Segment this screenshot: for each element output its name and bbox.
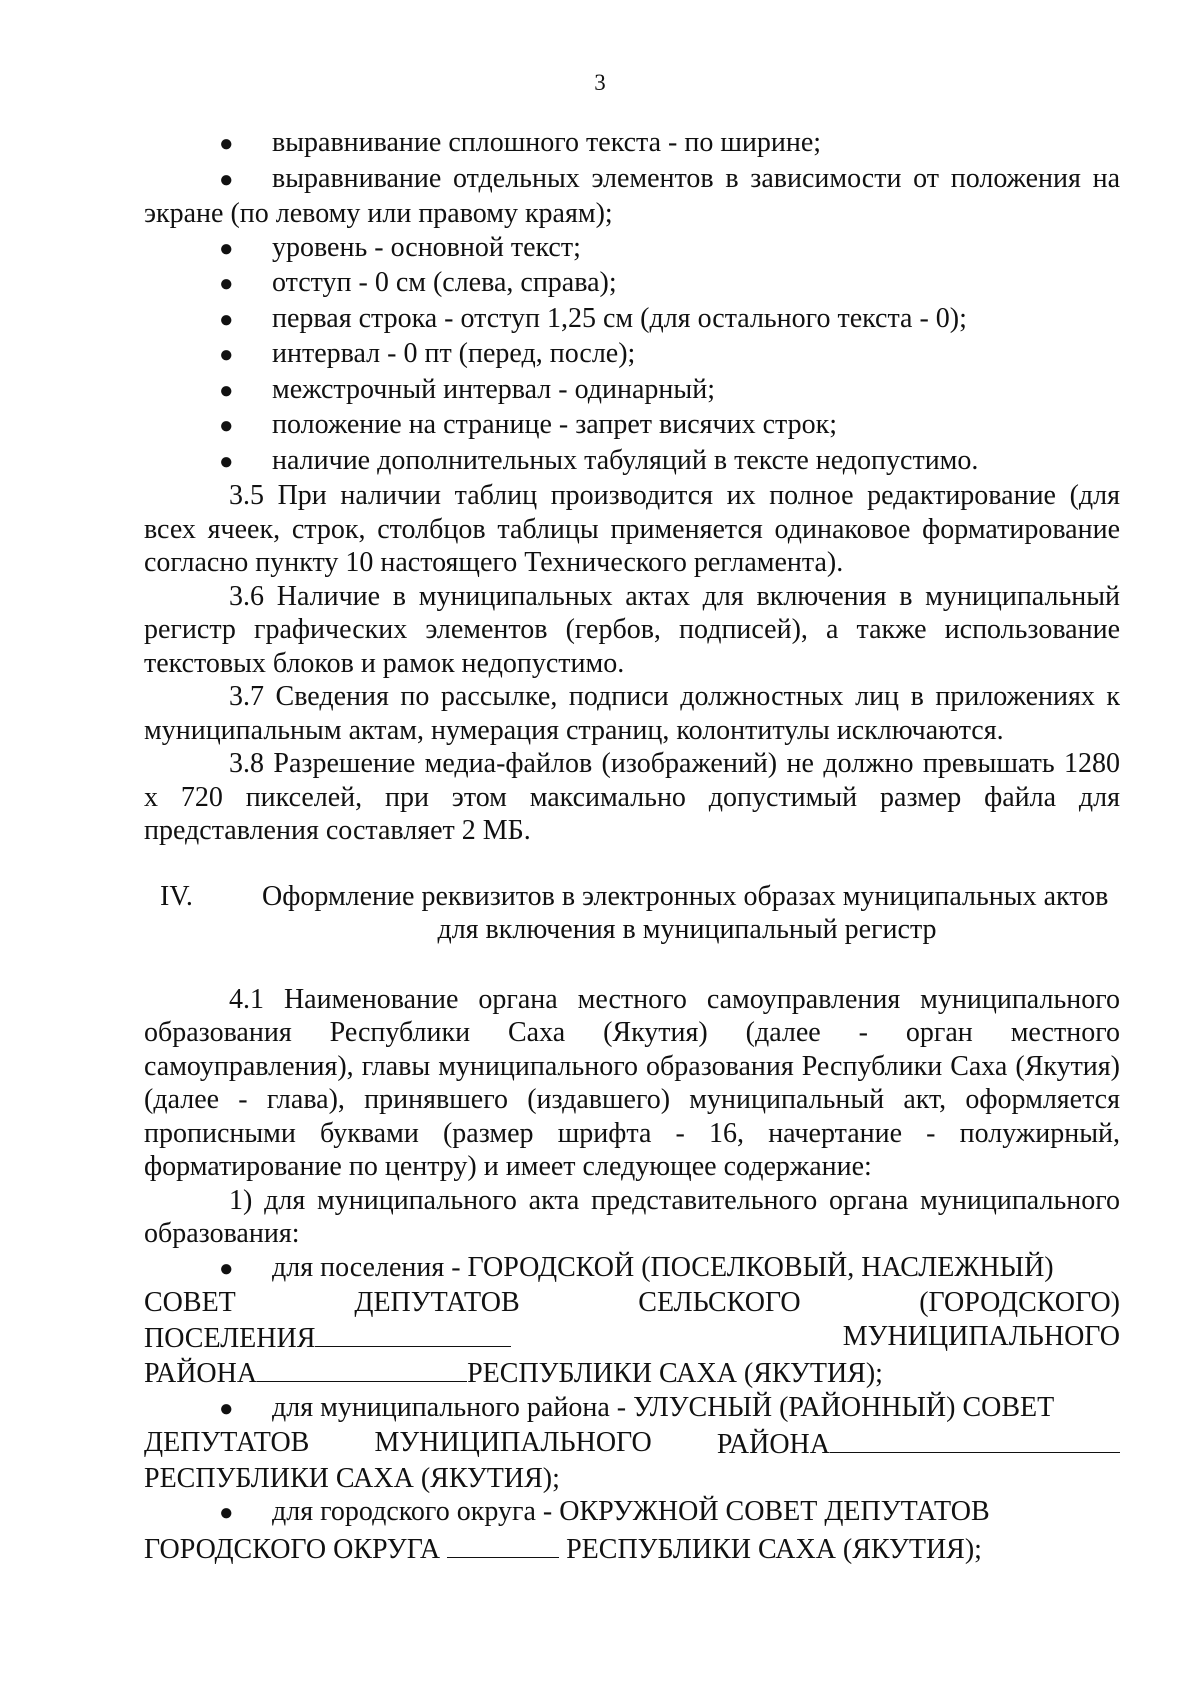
settlement-row-4: РАЙОНА РЕСПУБЛИКИ САХА (ЯКУТИЯ); bbox=[144, 1355, 1120, 1391]
paragraph-3-5: 3.5 При наличии таблиц производится их полное редактирование (для всех ячеек, строк, столбцов таблицы применяется одинаковое форматирование согласно пункту 10 настоящего Технического регламента). bbox=[144, 480, 1120, 578]
list-item: ● наличие дополнительных табуляций в тексте недопустимо. bbox=[144, 444, 1120, 480]
city-district-item bbox=[144, 1495, 1120, 1566]
bullet-icon: ● bbox=[219, 306, 234, 333]
settlement-row-3: ПОСЕЛЕНИЯ МУНИЦИПАЛЬНОГО bbox=[144, 1320, 1120, 1354]
bullet-icon: ● bbox=[219, 131, 234, 157]
list-item: ● выравнивание отдельных элементов в зависимости от положения на экране (по левому или правому краям); bbox=[144, 162, 1120, 229]
list-item: ● выравнивание сплошного текста - по ширине; bbox=[144, 126, 1120, 162]
section-title-line-1: Оформление реквизитов в электронных образах муниципальных актов bbox=[262, 880, 1109, 912]
list-item: ● интервал - 0 пт (перед, после); bbox=[144, 337, 1120, 373]
district-row-3: РЕСПУБЛИКИ САХА (ЯКУТИЯ); bbox=[144, 1462, 560, 1494]
bullet-icon: ● bbox=[219, 448, 234, 475]
paragraph-3-6: 3.6 Наличие в муниципальных актах для включения в муниципальный регистр графических элементов (гербов, подписей), а также использование текстовых блоков и рамок недопустимо. bbox=[144, 580, 1120, 679]
list-item: ● для городского округа - ОКРУЖНОЙ СОВЕТ ДЕПУТАТОВ bbox=[144, 1495, 1120, 1531]
paragraph-4-1: 4.1 Наименование органа местного самоуправления муниципального образования Республики Саха (Якутия) (далее - орган местного самоуправления), главы муниципального образования Республики Саха (Якутия) (далее - глава), принявшего (издавшего) муниципальный акт, оформляется прописными буквами (размер шрифта - 16, начертание - полужирный, форматирование по центру) и имеет следующее содержание: bbox=[144, 983, 1120, 1182]
list-item: ● положение на странице - запрет висячих строк; bbox=[144, 408, 1120, 444]
list-item: ● для поселения - ГОРОДСКОЙ (ПОСЕЛКОВЫЙ, НАСЛЕЖНЫЙ) bbox=[144, 1251, 1120, 1287]
list-item: ● первая строка - отступ 1,25 см (для остального текста - 0); bbox=[144, 302, 1120, 338]
list-item: ● для муниципального района - УЛУСНЫЙ (РАЙОННЫЙ) СОВЕТ bbox=[144, 1391, 1120, 1427]
city-district-row-2: ГОРОДСКОГО ОКРУГА РЕСПУБЛИКИ САХА (ЯКУТИЯ); bbox=[144, 1531, 1120, 1567]
paragraph-3-8: 3.8 Разрешение медиа-файлов (изображений) не должно превышать 1280 х 720 пикселей, при этом максимально допустимый размер файла для представления составляет 2 МБ. bbox=[144, 748, 1120, 846]
bullet-icon: ● bbox=[219, 413, 234, 439]
paragraph-3-7: 3.7 Сведения по рассылке, подписи должностных лиц в приложениях к муниципальным актам, нумерация страниц, колонтитулы исключаются. bbox=[144, 681, 1120, 746]
settlement-row-2: СОВЕТ ДЕПУТАТОВ СЕЛЬСКОГО (ГОРОДСКОГО) bbox=[144, 1287, 1120, 1318]
list-item: ● отступ - 0 см (слева, справа); bbox=[144, 266, 1120, 302]
section-title-line-2: для включения в муниципальный регистр bbox=[437, 914, 937, 945]
section-number: IV. bbox=[160, 880, 193, 912]
fill-in-blank bbox=[257, 1355, 467, 1382]
paragraph-4-1-1: 1) для муниципального акта представительного органа муниципального образования: bbox=[144, 1184, 1120, 1249]
document-body bbox=[144, 126, 1120, 1566]
bullet-icon: ● bbox=[219, 342, 234, 368]
list-item: ● уровень - основной текст; bbox=[144, 231, 1120, 267]
bullet-icon: ● bbox=[219, 1255, 234, 1282]
formatting-rules-list bbox=[144, 126, 1120, 479]
bullet-icon: ● bbox=[219, 1395, 234, 1422]
page-number: 3 bbox=[594, 70, 606, 95]
district-item bbox=[144, 1391, 1120, 1496]
settlement-item bbox=[144, 1251, 1120, 1391]
fill-in-blank bbox=[315, 1320, 511, 1347]
bullet-icon: ● bbox=[219, 271, 234, 297]
bullet-icon: ● bbox=[219, 235, 234, 262]
fill-in-blank bbox=[830, 1426, 1120, 1453]
bullet-icon: ● bbox=[219, 377, 234, 404]
district-row-2: ДЕПУТАТОВ МУНИЦИПАЛЬНОГО РАЙОНА bbox=[144, 1426, 1120, 1462]
list-item: ● межстрочный интервал - одинарный; bbox=[144, 373, 1120, 409]
bullet-icon: ● bbox=[219, 166, 234, 193]
section-heading-iv bbox=[144, 880, 1120, 947]
fill-in-blank bbox=[447, 1531, 559, 1558]
bullet-icon: ● bbox=[219, 1500, 234, 1526]
